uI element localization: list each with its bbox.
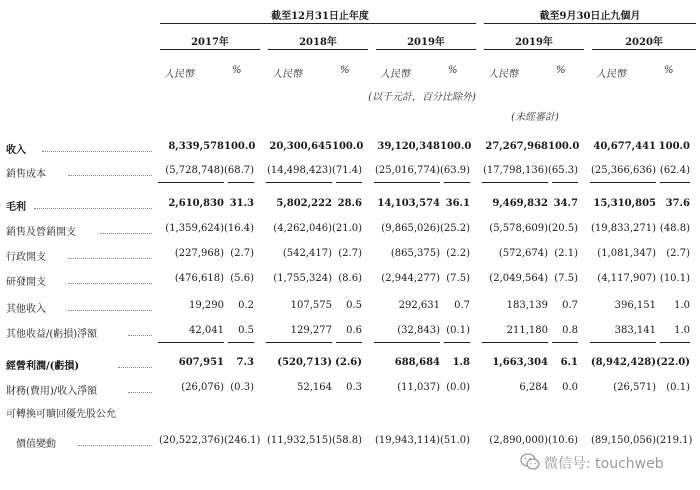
cell-2017-rmb: (5,728,748) xyxy=(165,165,224,176)
cell-2019n-rmb: 1,663,304 xyxy=(492,357,548,368)
cell-2020n-pct: (219.1) xyxy=(656,435,693,446)
cell-2020n-rmb: 15,310,805 xyxy=(593,198,656,209)
unit-rmb-2018: 人民幣 xyxy=(272,69,302,80)
cell-2019a-rmb: (25,016,774) xyxy=(374,165,440,176)
cell-2019a-rmb: 292,631 xyxy=(398,300,440,311)
note-unaudited: (未經審計) xyxy=(511,112,559,123)
row-label: 價值變動 xyxy=(16,439,56,450)
cell-2019a-pct: (25.2) xyxy=(440,223,471,234)
cell-2020n-pct: 37.6 xyxy=(665,198,690,209)
subtotal-underline xyxy=(660,182,690,183)
cell-2020n-pct: (22.0) xyxy=(656,357,690,368)
cell-2020n-pct: (10.1) xyxy=(659,273,690,284)
row-leader xyxy=(118,367,152,368)
year-header-2017: 2017年 xyxy=(191,37,229,48)
cell-2018-pct: (58.8) xyxy=(332,435,363,446)
cell-2018-rmb: (14,498,423) xyxy=(266,165,332,176)
row-leader xyxy=(128,392,152,393)
cell-2017-pct: 7.3 xyxy=(236,357,254,368)
cell-2017-pct: (0.3) xyxy=(230,382,254,393)
cell-2019a-rmb: (32,843) xyxy=(397,325,440,336)
subtotal-underline xyxy=(374,342,440,343)
cell-2017-pct: 100.0 xyxy=(224,141,256,152)
subtotal-underline xyxy=(552,342,578,343)
cell-2019n-rmb: (2,049,564) xyxy=(489,273,548,284)
cell-2019a-pct: (7.5) xyxy=(446,273,470,284)
cell-2017-pct: (246.1) xyxy=(224,435,261,446)
subtotal-underline xyxy=(590,182,656,183)
unit-rmb-2019-annual: 人民幣 xyxy=(380,69,410,80)
row-leader xyxy=(68,175,152,176)
cell-2018-rmb: 129,277 xyxy=(290,325,332,336)
subtotal-underline xyxy=(228,182,254,183)
cell-2019a-rmb: (9,865,026) xyxy=(381,223,440,234)
period-ninemonth-rule xyxy=(484,23,696,24)
cell-2020n-pct: (62.4) xyxy=(659,165,690,176)
cell-2019n-rmb: 183,139 xyxy=(506,300,548,311)
period-ninemonth-header: 截至9月30日止九個月 xyxy=(539,11,641,22)
cell-2017-rmb: 42,041 xyxy=(189,325,224,336)
cell-2020n-rmb: (19,833,271) xyxy=(590,223,656,234)
cell-2018-rmb: (11,932,515) xyxy=(266,435,332,446)
row-leader xyxy=(68,258,152,259)
row-label: 毛利 xyxy=(6,202,26,213)
unit-pct-2018: % xyxy=(340,65,350,76)
row-label: 其他收益/(虧損)淨額 xyxy=(6,329,98,340)
subtotal-underline xyxy=(590,342,656,343)
cell-2019n-pct: 0.7 xyxy=(562,300,578,311)
cell-2019n-pct: 34.7 xyxy=(553,198,578,209)
cell-2020n-rmb: (26,571) xyxy=(613,382,656,393)
row-label: 行政開支 xyxy=(6,252,46,263)
cell-2019n-rmb: (2,890,000) xyxy=(489,435,548,446)
unit-pct-2019-ninemonth: % xyxy=(556,65,566,76)
cell-2019n-pct: 0.0 xyxy=(562,382,578,393)
cell-2018-rmb: (4,262,046) xyxy=(273,223,332,234)
cell-2019n-rmb: (17,798,136) xyxy=(482,165,548,176)
subtotal-underline xyxy=(660,342,690,343)
cell-2017-rmb: (227,968) xyxy=(174,248,224,259)
cell-2019a-pct: (63.9) xyxy=(440,165,471,176)
cell-2017-rmb: (1,359,624) xyxy=(165,223,224,234)
cell-2020n-pct: 100.0 xyxy=(658,141,690,152)
cell-2018-rmb: (520,713) xyxy=(277,357,332,368)
cell-2017-rmb: (476,618) xyxy=(174,273,224,284)
cell-2019a-pct: (0.1) xyxy=(446,325,470,336)
cell-2017-pct: 31.3 xyxy=(229,198,254,209)
unit-pct-2019-annual: % xyxy=(448,65,458,76)
cell-2019n-pct: 6.1 xyxy=(560,357,578,368)
year-header-2018: 2018年 xyxy=(299,37,337,48)
subtotal-underline xyxy=(444,182,470,183)
cell-2018-pct: (2.7) xyxy=(338,248,362,259)
row-leader xyxy=(100,233,152,234)
year-rule-2019-ninemonth xyxy=(484,49,584,50)
cell-2019a-pct: 36.1 xyxy=(445,198,470,209)
row-label: 研發開支 xyxy=(6,277,46,288)
cell-2018-rmb: 52,164 xyxy=(297,382,332,393)
cell-2018-pct: (2.6) xyxy=(335,357,362,368)
cell-2019n-rmb: (572,674) xyxy=(498,248,548,259)
unit-pct-2020-ninemonth: % xyxy=(664,65,674,76)
cell-2020n-rmb: (8,942,428) xyxy=(590,357,656,368)
unit-rmb-2017: 人民幣 xyxy=(164,69,194,80)
cell-2017-pct: (16.4) xyxy=(224,223,255,234)
row-leader xyxy=(68,310,152,311)
cell-2019a-pct: (2.2) xyxy=(446,248,470,259)
cell-2020n-pct: (48.8) xyxy=(659,223,690,234)
cell-2017-pct: (2.7) xyxy=(230,248,254,259)
cell-2019a-pct: 100.0 xyxy=(440,141,472,152)
cell-2019a-pct: (0.0) xyxy=(446,382,470,393)
wechat-icon xyxy=(520,453,540,471)
cell-2019n-pct: (65.3) xyxy=(548,165,579,176)
cell-2019a-rmb: (19,943,114) xyxy=(374,435,440,446)
cell-2017-rmb: 2,610,830 xyxy=(168,198,224,209)
cell-2018-pct: 0.3 xyxy=(346,382,362,393)
cell-2020n-pct: 1.0 xyxy=(674,325,690,336)
subtotal-underline xyxy=(336,342,362,343)
subtotal-underline xyxy=(374,182,440,183)
period-annual-rule xyxy=(160,23,476,24)
row-leader xyxy=(42,151,152,152)
cell-2019n-pct: (20.5) xyxy=(548,223,579,234)
cell-2018-rmb: (542,417) xyxy=(282,248,332,259)
row-leader xyxy=(68,283,152,284)
row-leader xyxy=(78,445,152,446)
cell-2019n-pct: 100.0 xyxy=(548,141,580,152)
cell-2018-rmb: 107,575 xyxy=(290,300,332,311)
cell-2019n-rmb: 6,284 xyxy=(519,382,548,393)
cell-2018-pct: 100.0 xyxy=(332,141,364,152)
cell-2020n-rmb: (25,366,636) xyxy=(590,165,656,176)
cell-2019a-rmb: (11,037) xyxy=(397,382,440,393)
cell-2020n-rmb: 40,677,441 xyxy=(593,141,656,152)
subtotal-underline xyxy=(266,342,332,343)
cell-2017-pct: 0.2 xyxy=(238,300,254,311)
year-rule-2019-annual xyxy=(376,49,476,50)
cell-2019a-rmb: 688,684 xyxy=(394,357,440,368)
cell-2019n-rmb: 27,267,968 xyxy=(485,141,548,152)
subtotal-underline xyxy=(444,342,470,343)
watermark-text: 微信号: touchweb xyxy=(544,456,664,472)
cell-2019a-rmb: (865,375) xyxy=(390,248,440,259)
unit-rmb-2019-ninemonth: 人民幣 xyxy=(488,69,518,80)
cell-2018-pct: (21.0) xyxy=(332,223,363,234)
note-thousands: (以千元計，百分比除外) xyxy=(368,92,476,103)
cell-2020n-pct: 1.0 xyxy=(674,300,690,311)
subtotal-underline xyxy=(482,182,548,183)
cell-2019n-rmb: 9,469,832 xyxy=(492,198,548,209)
cell-2017-pct: (5.6) xyxy=(230,273,254,284)
row-label: 收入 xyxy=(6,145,26,156)
row-label: 其他收入 xyxy=(6,304,46,315)
cell-2017-pct: 0.5 xyxy=(238,325,254,336)
cell-2018-rmb: (1,755,324) xyxy=(273,273,332,284)
cell-2019n-pct: 0.8 xyxy=(562,325,578,336)
unit-rmb-2020-ninemonth: 人民幣 xyxy=(596,69,626,80)
cell-2020n-rmb: (89,150,056) xyxy=(590,435,656,446)
period-annual-header: 截至12月31日止年度 xyxy=(271,11,369,22)
cell-2020n-rmb: (4,117,907) xyxy=(597,273,656,284)
year-header-2020-ninemonth: 2020年 xyxy=(625,37,663,48)
cell-2018-pct: (8.6) xyxy=(338,273,362,284)
cell-2017-rmb: 8,339,578 xyxy=(168,141,224,152)
cell-2019a-pct: 1.8 xyxy=(452,357,470,368)
year-rule-2018 xyxy=(268,49,368,50)
subtotal-underline xyxy=(482,342,548,343)
subtotal-underline xyxy=(552,182,578,183)
subtotal-underline xyxy=(266,182,332,183)
cell-2017-rmb: 19,290 xyxy=(189,300,224,311)
cell-2019a-pct: (51.0) xyxy=(440,435,471,446)
cell-2019a-rmb: (2,944,277) xyxy=(381,273,440,284)
cell-2019a-pct: 0.7 xyxy=(454,300,470,311)
row-label: 銷售及營銷開支 xyxy=(6,227,76,238)
cell-2019n-rmb: (5,578,609) xyxy=(489,223,548,234)
cell-2017-rmb: 607,951 xyxy=(178,357,224,368)
year-rule-2020-ninemonth xyxy=(592,49,696,50)
cell-2018-pct: 0.5 xyxy=(346,300,362,311)
subtotal-underline xyxy=(228,342,254,343)
cell-2018-rmb: 20,300,645 xyxy=(269,141,332,152)
row-label: 可轉換可贖回優先股公允 xyxy=(6,409,116,420)
subtotal-underline xyxy=(336,182,362,183)
cell-2019a-rmb: 14,103,574 xyxy=(377,198,440,209)
year-header-2019-annual: 2019年 xyxy=(407,37,445,48)
subtotal-underline xyxy=(158,182,224,183)
row-label: 財務(費用)/收入淨額 xyxy=(6,386,98,397)
cell-2020n-rmb: 396,151 xyxy=(614,300,656,311)
cell-2019n-rmb: 211,180 xyxy=(506,325,548,336)
row-leader xyxy=(128,335,152,336)
cell-2020n-pct: (0.1) xyxy=(666,382,690,393)
row-leader xyxy=(34,208,152,209)
cell-2017-pct: (68.7) xyxy=(224,165,255,176)
cell-2020n-pct: (2.7) xyxy=(666,248,690,259)
subtotal-underline xyxy=(158,342,224,343)
cell-2018-pct: 28.6 xyxy=(337,198,362,209)
cell-2018-rmb: 5,802,222 xyxy=(276,198,332,209)
cell-2019n-pct: (7.5) xyxy=(554,273,578,284)
cell-2019a-rmb: 39,120,348 xyxy=(377,141,440,152)
cell-2018-pct: (71.4) xyxy=(332,165,363,176)
unit-pct-2017: % xyxy=(232,65,242,76)
cell-2019n-pct: (2.1) xyxy=(554,248,578,259)
cell-2019n-pct: (10.6) xyxy=(548,435,579,446)
year-header-2019-ninemonth: 2019年 xyxy=(515,37,553,48)
cell-2017-rmb: (26,076) xyxy=(181,382,224,393)
cell-2020n-rmb: (1,081,347) xyxy=(597,248,656,259)
cell-2020n-rmb: 383,141 xyxy=(614,325,656,336)
row-label: 銷售成本 xyxy=(6,169,46,180)
year-rule-2017 xyxy=(160,49,260,50)
cell-2018-pct: 0.6 xyxy=(346,325,362,336)
cell-2017-rmb: (20,522,376) xyxy=(158,435,224,446)
row-label: 經營利潤/(虧損) xyxy=(6,361,80,372)
watermark xyxy=(520,452,695,476)
